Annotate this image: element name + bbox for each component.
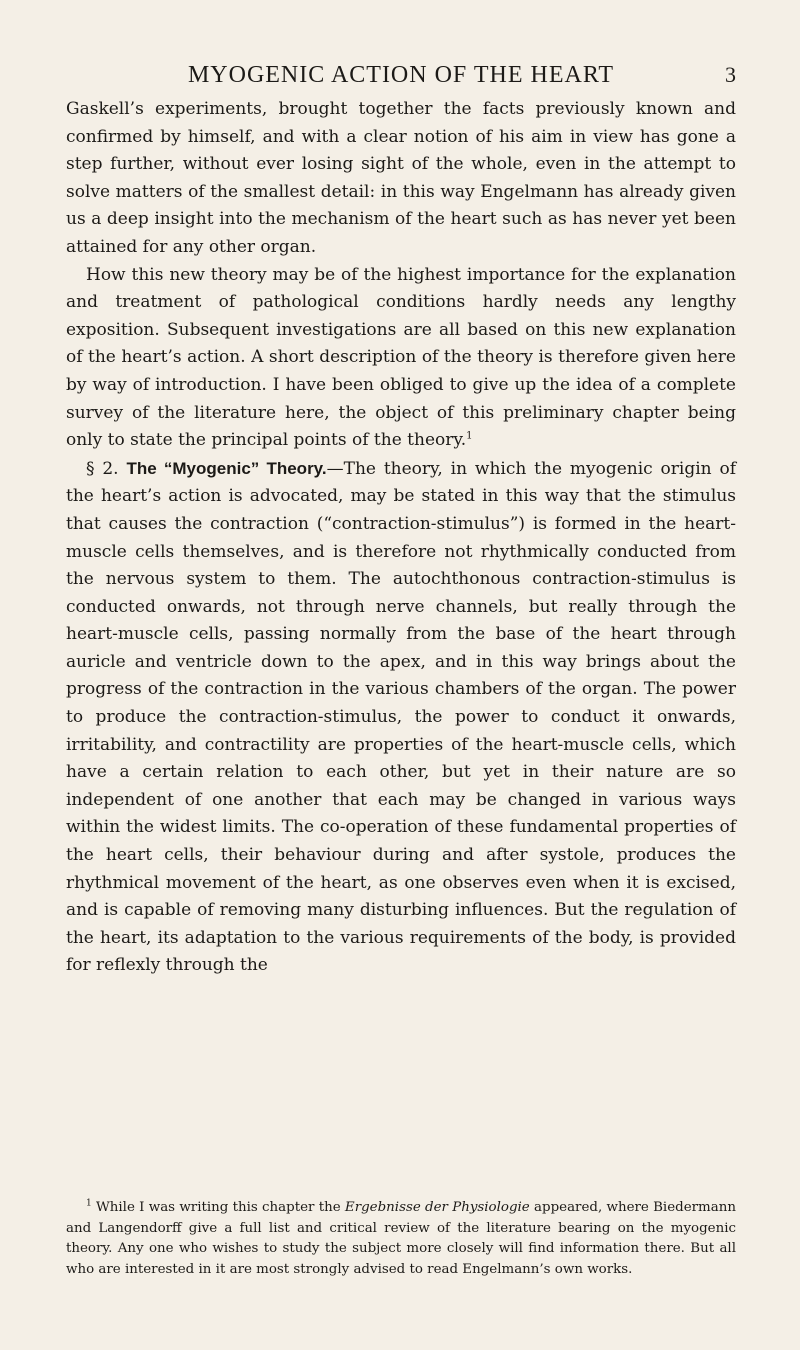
paragraph-2-text: How this new theory may be of the highest importance for the explanation and treatment of pathological conditions hardly needs any lengthy exposition. Subsequent investigations are all based on this new explanation of the heart’s action. A short description of the theory is therefore given here by way of introduction. I have been obliged to give up the idea of a complete survey of the literature here, the object of this preliminary chapter being only to state the principal points of the theory. [66,264,736,451]
paragraph-2 [66,262,736,455]
body-text [66,96,736,980]
paragraph-1: Gaskell’s experiments, brought together the facts previously known and confirmed by himself, and with a clear notion of his aim in view has gone a step further, without ever losing sight of the whole, even in the attempt to solve matters of the smallest detail: in this way Engelmann has already given us a deep insight into the mechanism of the heart such as has never yet been attained for any other organ. [66,99,736,257]
footnote-reference: 1 [466,430,473,442]
section-heading: The “Myogenic” Theory. [126,458,327,478]
running-head [66,60,736,90]
page-number: 3 [725,62,736,87]
paragraph-3 [66,455,736,980]
section-number: § 2. [86,458,119,479]
footnote-text-before: While I was writing this chapter the [96,1200,341,1215]
paragraph-3-text: —The theory, in which the myogenic origin of the heart’s action is advocated, may be stated in this way that the stimulus that causes the contraction (“contraction-stimulus”) is formed in the heart-muscle cells themselves, and is therefore not rhythmically conducted from the nervous system to them. The autochthonous contraction-stimulus is conducted onwards, not through nerve channels, but really through the heart-muscle cells, passing normally from the base of the heart through auricle and ventricle down to the apex, and in this way brings about the progress of the contraction in the various chambers of the organ. The power to produce the contraction-stimulus, the power to conduct it onwards, irritability, and contractility are properties of the heart-muscle cells, which have a certain relation to each other, but yet in their nature are so independent of one another that each may be changed in various ways within the widest limits. The co-operation of these fundamental properties of the heart cells, their behaviour during and after systole, produces the rhythmical movement of the heart, as one observes even when it is excised, and is capable of removing many disturbing influences. But the regulation of the heart, its adaptation to the various requirements of the body, is provided for reflexly through the [66,458,737,976]
footnote-1 [66,1198,736,1280]
footnotes [66,1198,736,1280]
footnote-marker: 1 [86,1198,92,1209]
footnote-italic-title: Ergebnisse der Physiologie [344,1200,530,1215]
running-title: MYOGENIC ACTION OF THE HEART [187,62,615,88]
footnote-text-after: appeared, where Biedermann and Langendorff give a full list and critical review of the literature bearing on the myogenic theory. Any one who wishes to study the subject more closely will find information there. But all who are interested in it are most strongly advised to read Engelmann’s own works. [66,1200,736,1277]
